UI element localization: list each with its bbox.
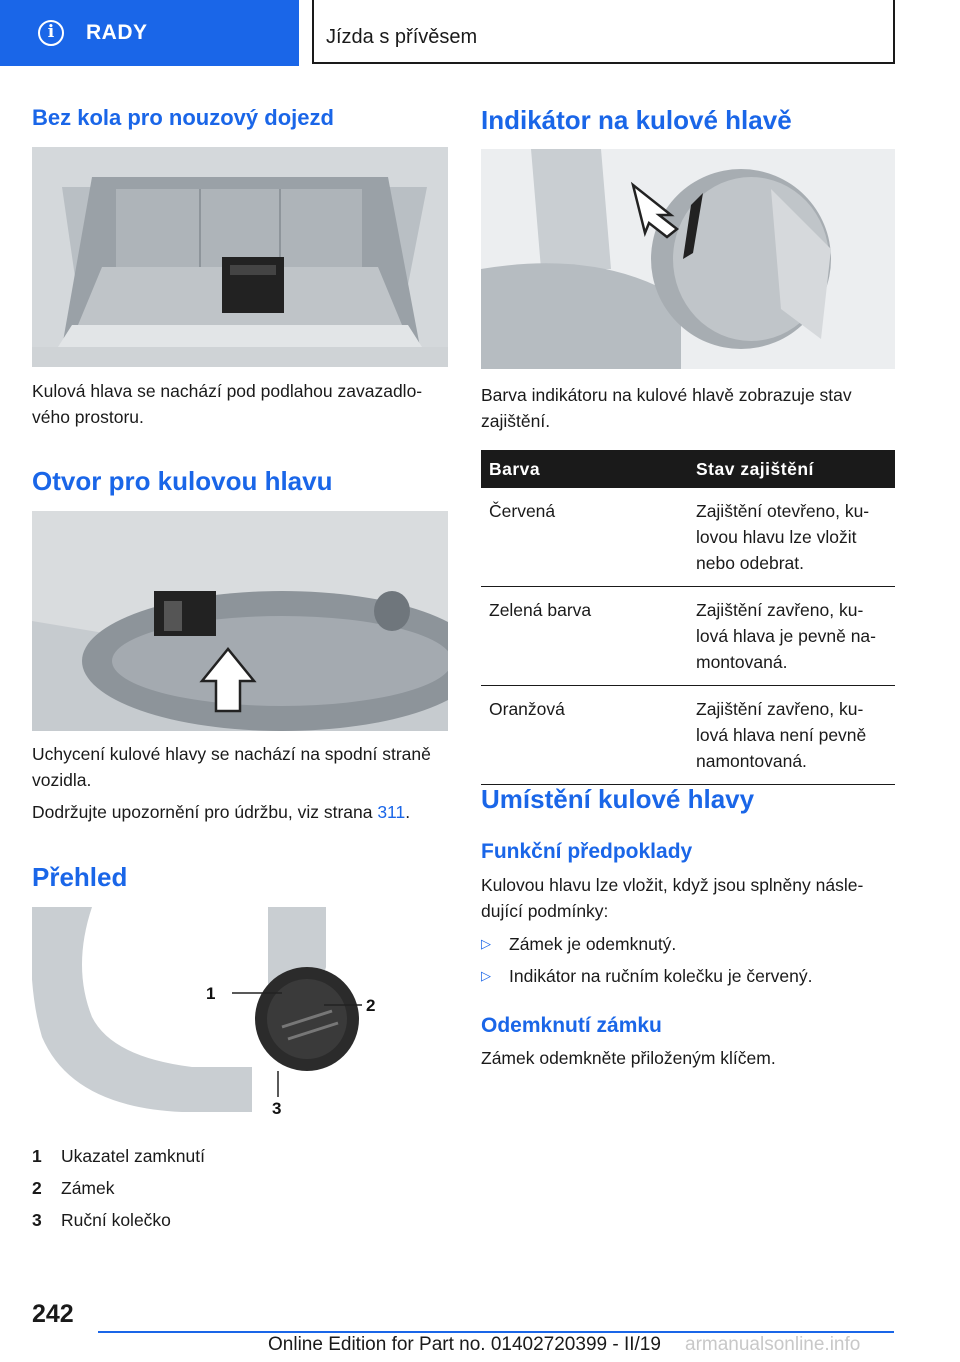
page-reference-link[interactable]: 311: [377, 802, 406, 822]
legend-number: 2: [32, 1178, 42, 1198]
list-item: [481, 960, 812, 992]
heading-no-spare-wheel: Bez kola pro nouzový dojezd: [32, 105, 334, 130]
heading-opening: Otvor pro kulovou hlavu: [32, 466, 333, 496]
table-cell: Zajištění zavřeno, ku-lová hlava není pevně namontovaná.: [688, 686, 895, 785]
footer-divider: [98, 1331, 894, 1333]
legend-number: 1: [32, 1146, 42, 1166]
chapter-box: [312, 0, 895, 64]
indicator-image: [481, 149, 895, 369]
paragraph-unlock: Zámek odemkněte přiloženým klíčem.: [481, 1048, 776, 1068]
indicator-table: [481, 450, 895, 785]
table-row: [481, 686, 895, 785]
conditions-list: [481, 928, 812, 992]
legend-list: [32, 1140, 205, 1236]
heading-placement: Umístění kulové hlavy: [481, 784, 755, 814]
paragraph-indicator: Barva indikátoru na kulové hlavě zobrazuje stav zajištění.: [481, 385, 852, 431]
table-cell: Oranžová: [481, 686, 688, 785]
table-row: [481, 587, 895, 686]
edition-text: Online Edition for Part no. 01402720399 - II/19: [268, 1334, 661, 1355]
callout-3: 3: [272, 1099, 282, 1118]
heading-prerequisites: Funkční předpoklady: [481, 840, 693, 863]
triangle-bullet-icon: ▷: [481, 936, 491, 951]
list-item: [32, 1204, 205, 1236]
list-item-text: Zámek je odemknutý.: [509, 934, 677, 954]
watermark: armanualsonline.info: [685, 1334, 861, 1355]
triangle-bullet-icon: ▷: [481, 968, 491, 983]
section-tab: [0, 0, 299, 66]
info-icon: i: [38, 20, 64, 46]
trunk-image: [32, 147, 448, 367]
paragraph-opening-2: [32, 799, 462, 825]
legend-text: Ruční kolečko: [61, 1210, 171, 1230]
heading-unlock: Odemknutí zámku: [481, 1014, 662, 1037]
legend-text: Ukazatel zamknutí: [61, 1146, 205, 1166]
paragraph-opening-1: Uchycení kulové hlavy se nachází na spodní straně vozidla.: [32, 744, 431, 790]
heading-indicator: Indikátor na kulové hlavě: [481, 105, 792, 135]
list-item: [481, 928, 812, 960]
text: Dodržujte upozornění pro údržbu, viz strana: [32, 802, 378, 822]
callout-1: 1: [206, 984, 216, 1003]
text: .: [405, 802, 411, 822]
table-cell: Zajištění otevřeno, ku-lovou hlavu lze vložit nebo odebrat.: [688, 488, 895, 587]
section-title: RADY: [86, 21, 148, 44]
paragraph-prerequisites: Kulovou hlavu lze vložit, když jsou splněny násle-dující podmínky:: [481, 875, 864, 921]
tow-ball-overview-image: [32, 907, 448, 1127]
list-item: [32, 1140, 205, 1172]
heading-overview: Přehled: [32, 862, 128, 892]
column-header-color: Barva: [481, 450, 688, 488]
chapter-title: Jízda s přívěsem: [326, 26, 478, 48]
legend-number: 3: [32, 1210, 42, 1230]
list-item: [32, 1172, 205, 1204]
callout-2: 2: [366, 996, 376, 1015]
table-header-row: [481, 450, 895, 488]
table-row: [481, 488, 895, 587]
column-header-state: Stav zajištění: [688, 450, 895, 488]
table-cell: Zajištění zavřeno, ku-lová hlava je pevně na-montovaná.: [688, 587, 895, 686]
underbody-image: [32, 511, 448, 731]
legend-text: Zámek: [61, 1178, 115, 1198]
table-cell: Zelená barva: [481, 587, 688, 686]
list-item-text: Indikátor na ručním kolečku je červený.: [509, 966, 813, 986]
page-number: 242: [32, 1300, 74, 1328]
table-cell: Červená: [481, 488, 688, 587]
paragraph-no-spare: Kulová hlava se nachází pod podlahou zavazadlo-vého prostoru.: [32, 381, 423, 427]
